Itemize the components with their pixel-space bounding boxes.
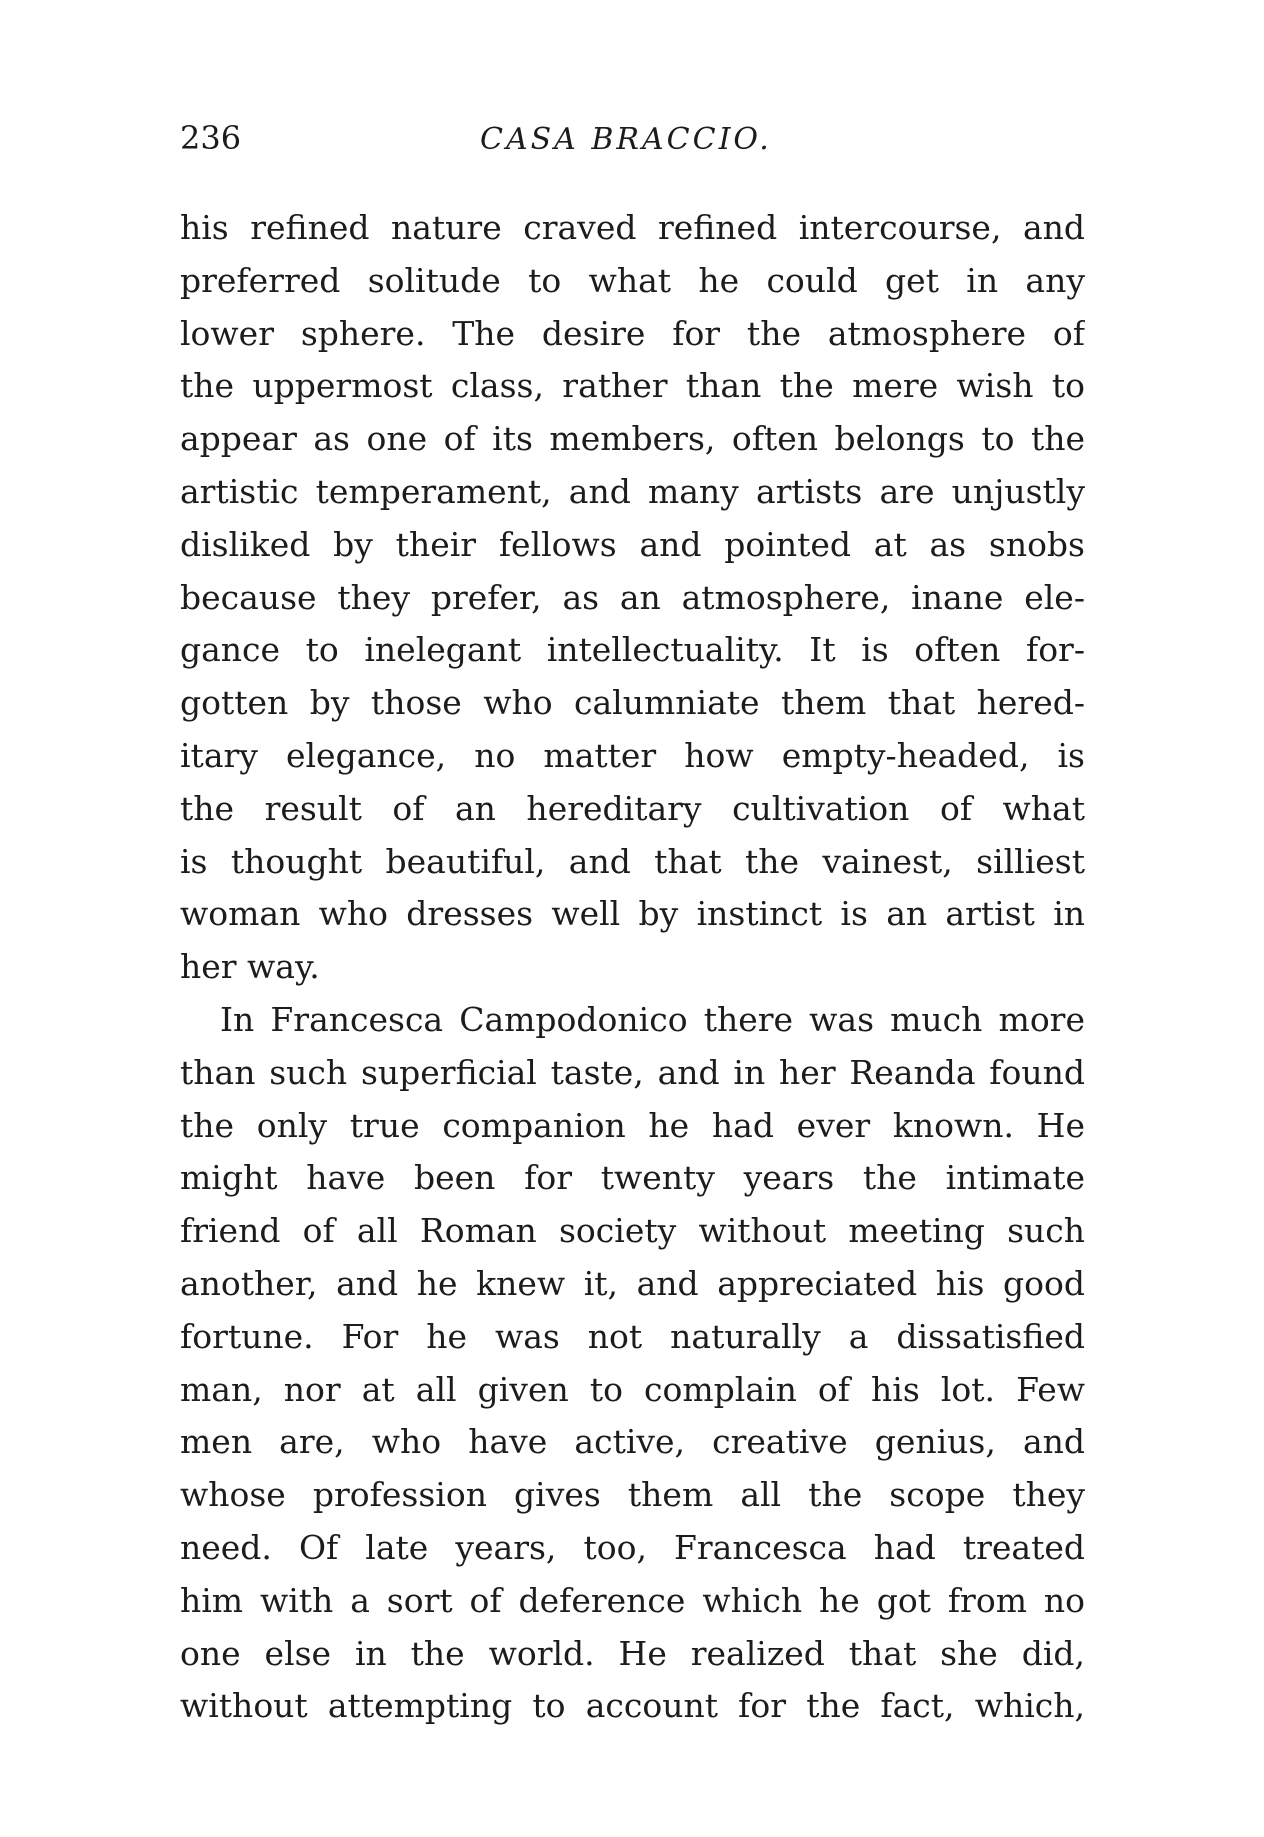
text-line: woman who dresses well by instinct is an artist in — [180, 894, 1085, 934]
text-line: might have been for twenty years the intimate — [180, 1158, 1085, 1198]
text-line: gance to inelegant intellectuality. It is often for- — [180, 630, 1085, 670]
running-title: CASA BRACCIO. — [480, 122, 772, 157]
text-line: the result of an hereditary cultivation of what — [180, 788, 1085, 828]
text-line: men are, who have active, creative genius, and — [180, 1422, 1085, 1462]
text-line: the only true companion he had ever known. He — [180, 1105, 1085, 1145]
body-text — [180, 202, 1085, 1733]
text-line: In Francesca Campodonico there was much more — [220, 999, 1085, 1039]
text-line: her way. — [180, 947, 320, 987]
text-line: his refined nature craved refined intercourse, and — [180, 208, 1085, 247]
text-line: need. Of late years, too, Francesca had treated — [180, 1527, 1085, 1567]
running-head — [180, 118, 1085, 168]
page-number: 236 — [180, 119, 242, 157]
text-line: friend of all Roman society without meeting such — [180, 1211, 1085, 1251]
text-line: appear as one of its members, often belongs to the — [180, 419, 1085, 459]
text-line: him with a sort of deference which he got from no — [180, 1580, 1085, 1620]
paragraph-1 — [180, 202, 1085, 994]
text-line: disliked by their fellows and pointed at as snobs — [180, 524, 1085, 564]
text-line: because they prefer, as an atmosphere, inane ele- — [180, 577, 1085, 617]
text-line: artistic temperament, and many artists are unjustly — [180, 471, 1085, 511]
text-line: preferred solitude to what he could get in any — [180, 260, 1085, 300]
text-line: whose profession gives them all the scope they — [180, 1475, 1085, 1515]
text-line: itary elegance, no matter how empty-headed, is — [180, 735, 1085, 775]
text-line: without attempting to account for the fact, which, — [180, 1686, 1085, 1726]
text-line: lower sphere. The desire for the atmosphere of — [180, 313, 1085, 353]
text-line: one else in the world. He realized that she did, — [180, 1633, 1085, 1673]
text-line: man, nor at all given to complain of his lot. Few — [180, 1369, 1085, 1409]
text-line: another, and he knew it, and appreciated his good — [180, 1263, 1085, 1303]
text-line: than such superficial taste, and in her Reanda found — [180, 1052, 1085, 1092]
text-line: is thought beautiful, and that the vainest, silliest — [180, 841, 1085, 881]
paragraph-2 — [180, 994, 1085, 1733]
text-line: gotten by those who calumniate them that hered- — [180, 683, 1085, 723]
text-line: fortune. For he was not naturally a dissatisfied — [180, 1316, 1085, 1356]
text-line: the uppermost class, rather than the mere wish to — [180, 366, 1085, 406]
